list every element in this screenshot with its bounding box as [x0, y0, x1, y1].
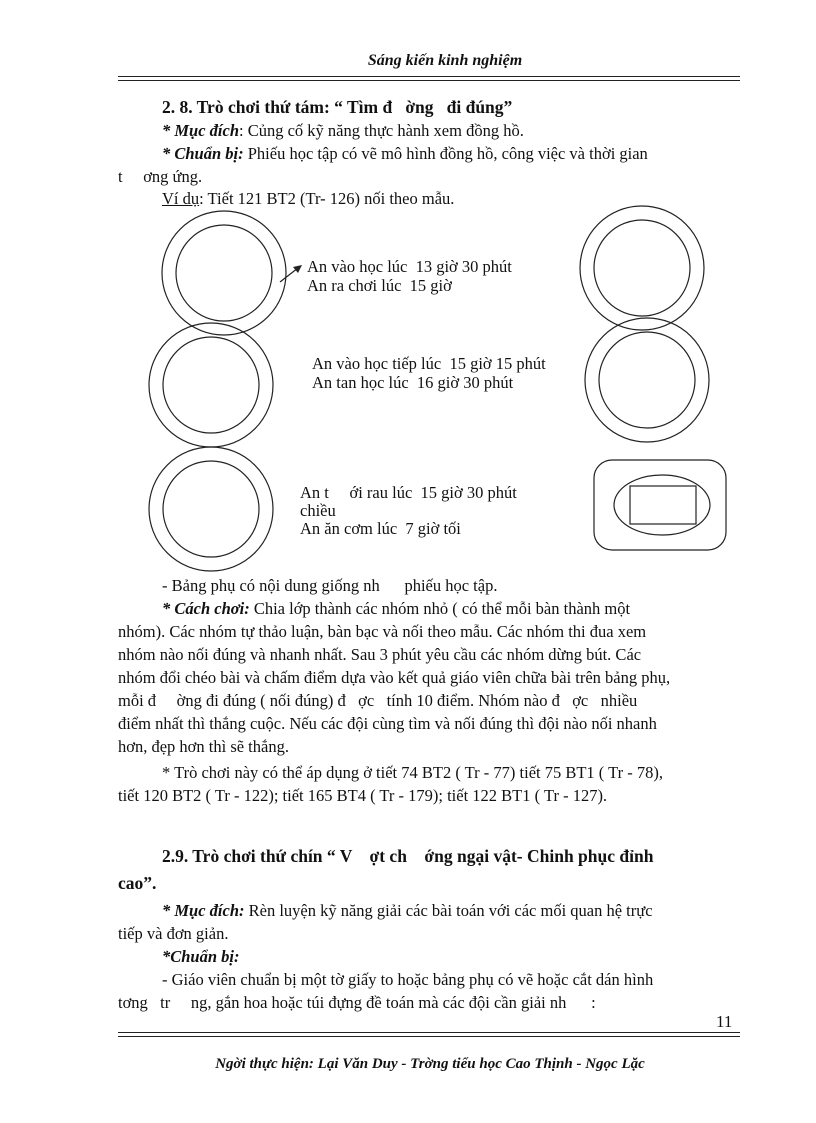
activity-1b: An ra chơi lúc 15 giờ [307, 276, 452, 295]
play-line-2: nhóm). Các nhóm tự thảo luận, bàn bạc và nối theo mẫu. Các nhóm thi đua xem [118, 622, 647, 641]
purpose-2-9-cont: tiếp và đơn giản. [118, 924, 229, 943]
clock-right-2 [585, 318, 709, 442]
clock-left-1 [162, 211, 286, 335]
play-label: * Cách chơi: [162, 599, 250, 618]
activity-3b: chiều [300, 501, 336, 520]
header-title: Sáng kiến kinh nghiệm [367, 52, 523, 69]
purpose-2-9-label: * Mục đích: [162, 901, 245, 920]
activity-1a: An vào học lúc 13 giờ 30 phút [307, 257, 512, 276]
apply-line-2: tiết 120 BT2 ( Tr - 122); tiết 165 BT4 ( Tr - 179); tiết 122 BT1 ( Tr - 127). [118, 786, 608, 805]
play-line-6: điểm nhất thì thắng cuộc. Nếu các đội cùng tìm và nối đúng thì đội nào nối nhanh [118, 714, 657, 733]
clock-right-1 [580, 206, 704, 330]
apply-line-1: * Trò chơi này có thể áp dụng ở tiết 74 BT2 ( Tr - 77) tiết 75 BT1 ( Tr - 78), [162, 763, 663, 782]
play-line-7: hơn, đẹp hơn thì sẽ thắng. [118, 737, 289, 756]
footer-rule-bottom [118, 1036, 740, 1037]
board-line: - Bảng phụ có nội dung giống nh phiếu học tập. [162, 576, 498, 595]
play-line-1 [162, 598, 742, 620]
section-2-9-heading-1: 2.9. Trò chơi thứ chín “ V ợt ch ớng ngại vật- Chinh phục đỉnh [162, 846, 654, 866]
purpose-label: * Mục đích [162, 121, 240, 140]
prep-2-9-line-2: tơng tr ng, gắn hoa hoặc túi đựng đề toán mà các đội cần giải nh : [118, 993, 596, 1012]
activity-2a: An vào học tiếp lúc 15 giờ 15 phút [312, 354, 546, 373]
activity-3a: An t ới rau lúc 15 giờ 30 phút [300, 483, 517, 502]
purpose-2-9-line [162, 900, 742, 922]
purpose-2-9-text: Rèn luyện kỹ năng giải các bài toán với các mối quan hệ trực [244, 901, 653, 920]
prep-2-9-line-1: - Giáo viên chuẩn bị một tờ giấy to hoặc bảng phụ có vẽ hoặc cắt dán hình [162, 970, 654, 989]
play-line-4: nhóm đổi chéo bài và chấm điểm dựa vào kết quả giáo viên chữa bài trên bảng phụ, [118, 668, 671, 687]
footer-text: Ngời thực hiện: Lại Văn Duy - Trờng tiểu học Cao Thịnh - Ngọc Lặc [215, 1056, 645, 1072]
purpose-text: : Củng cố kỹ năng thực hành xem đồng hồ. [239, 121, 524, 140]
activity-2b: An tan học lúc 16 giờ 30 phút [312, 373, 514, 392]
clock-left-2 [149, 323, 273, 447]
example-label: Ví dụ [162, 189, 200, 208]
activity-3c: An ăn cơm lúc 7 giờ tối [300, 519, 461, 538]
example-text: : Tiết 121 BT2 (Tr- 126) nối theo mẫu. [199, 189, 455, 208]
prep-text: Phiếu học tập có vẽ mô hình đồng hồ, công việc và thời gian [243, 144, 648, 163]
play-line-3: nhóm nào nối đúng và nhanh nhất. Sau 3 phút yêu cầu các nhóm dừng bút. Các [118, 645, 642, 664]
prep-2-9-label: *Chuẩn bị: [162, 947, 240, 966]
play-text-1: Chia lớp thành các nhóm nhỏ ( có thể mỗi bàn thành một [249, 599, 631, 618]
play-line-5: mỗi đ ờng đi đúng ( nối đúng) đ ợc tính 10 điểm. Nhóm nào đ ợc nhiều [118, 691, 638, 710]
prep-continuation: t ơng ứng. [118, 167, 203, 186]
prep-label: * Chuẩn bị: [162, 144, 244, 163]
footer-rule-top [118, 1032, 740, 1033]
clock-left-3 [149, 447, 273, 571]
section-2-9-heading-2: cao”. [118, 873, 157, 893]
digital-clock-icon [594, 460, 726, 550]
page-number: 11 [716, 1012, 733, 1031]
section-2-8-heading: 2. 8. Trò chơi thứ tám: “ Tìm đ ờng đi đúng” [162, 97, 513, 117]
arrow-icon [280, 265, 302, 282]
